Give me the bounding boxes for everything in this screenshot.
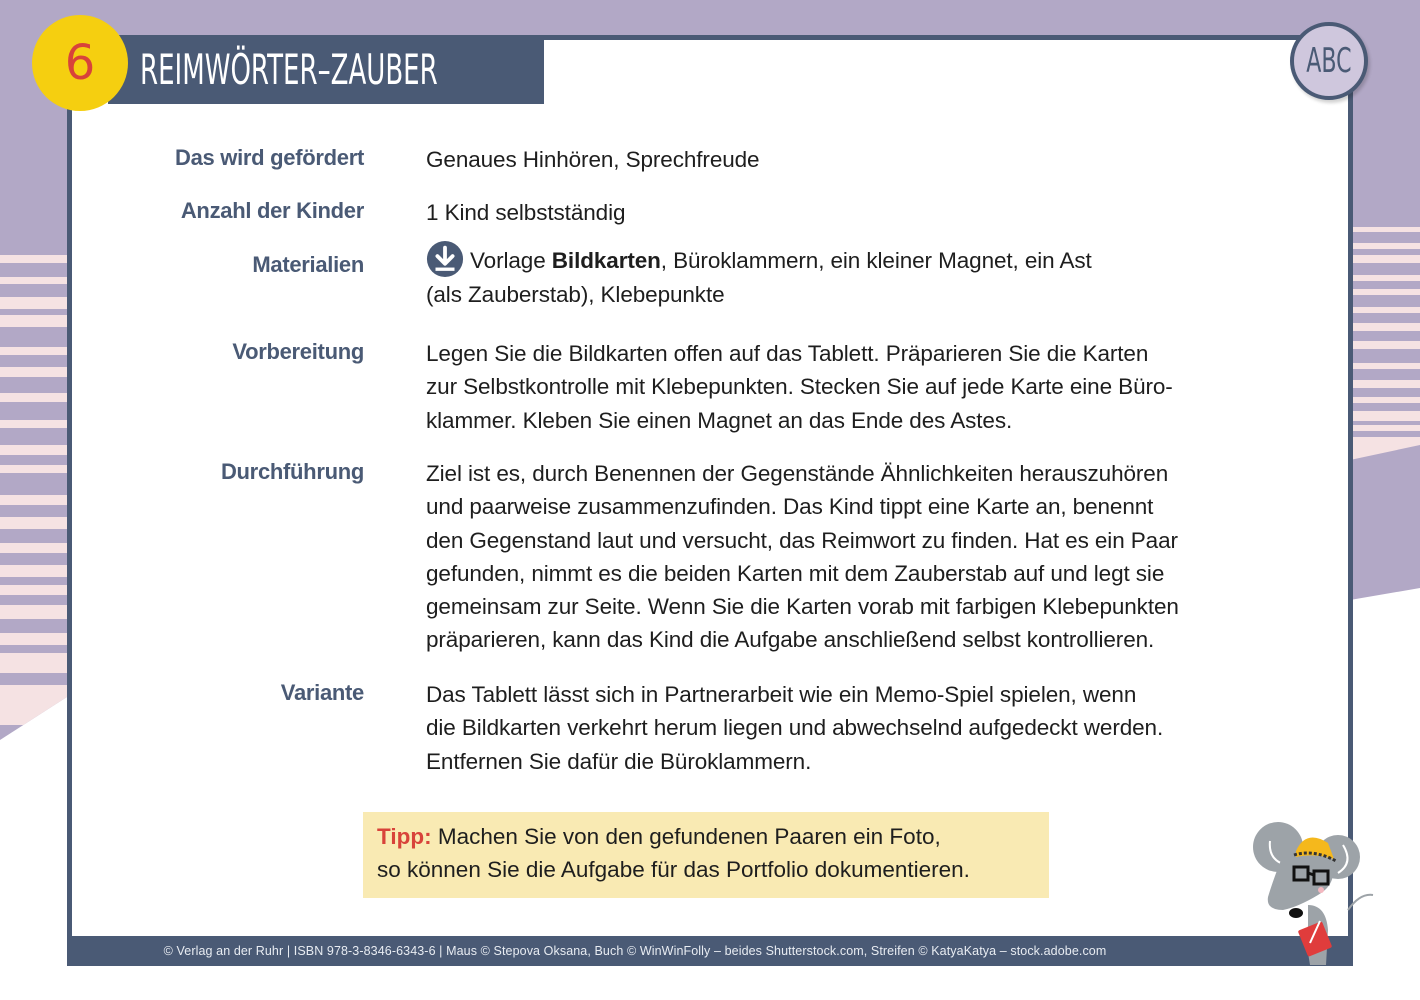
category-badge [1290,22,1368,100]
row-label: Materialien [252,252,364,277]
text-line: gefunden, nimmt es die beiden Karten mit dem Zauberstab auf und legt sie [426,560,1165,586]
materials-line2: (als Zauberstab), Klebepunkte [426,282,725,307]
footer-credits [67,936,1353,966]
activity-number-badge [32,15,128,111]
decorative-stripes-left [0,255,70,745]
decorative-stripes-right [1350,225,1420,465]
tip-line1: Machen Sie von den gefundenen Paaren ein Foto, [437,824,941,849]
row-label: Anzahl der Kinder [180,198,364,223]
title-bar [108,35,544,104]
row-value [426,240,1276,311]
row-label: Durchführung [220,459,364,484]
row-label: Das wird gefördert [175,145,364,170]
row-label: Variante [280,680,364,705]
text-line: Entfernen Sie dafür die Büroklammern. [426,748,812,774]
tip-box [363,812,1049,898]
download-icon[interactable] [426,240,464,278]
text-line: zur Selbstkontrolle mit Klebepunkten. Stecken Sie auf jede Karte eine Büro- [426,374,1173,400]
text-line: Ziel ist es, durch Benennen der Gegenstände Ähnlichkeiten herauszuhören [426,461,1169,486]
materials-bold: Bildkarten [551,248,661,273]
text-line: präparieren, kann das Kind die Aufgabe anschließend selbst kontrollieren. [426,627,1155,653]
background-top-band [0,0,1420,36]
tip-line2: so können Sie die Aufgabe für das Portfolio dokumentieren. [377,857,970,882]
footer-text: © Verlag an der Ruhr | ISBN 978-3-8346-6343-6 | Maus © Stepova Oksana, Buch © WinWinFolly – beides Shutterstock.com, Streifen © KatyaKatya – stock.adobe.com [163,944,1107,958]
materials-prefix: Vorlage [470,248,552,273]
activity-number: 6 [64,35,96,91]
text-line: den Gegenstand laut und versucht, das Reimwort zu finden. Hat es ein Paar [426,527,1178,553]
row-label: Vorbereitung [232,339,364,364]
text-line: Legen Sie die Bildkarten offen auf das Tablett. Präparieren Sie die Karten [426,341,1149,366]
mouse-illustration [1248,815,1378,970]
text-line: gemeinsam zur Seite. Wenn Sie die Karten vorab mit farbigen Klebepunkten [426,594,1179,620]
text-line: die Bildkarten verkehrt herum liegen und abwechselnd aufgedeckt werden. [426,715,1164,741]
row-value [426,337,1276,437]
category-badge-label: ABC [1306,41,1352,81]
row-value [426,678,1276,778]
text-line: und paarweise zusammenzufinden. Das Kind tippt eine Karte an, benennt [426,494,1154,520]
materials-line1: , Büroklammern, ein kleiner Magnet, ein Ast [660,248,1092,273]
page-title: REIMWÖRTER–ZAUBER [140,45,438,94]
text-line: klammer. Kleben Sie einen Magnet an das Ende des Astes. [426,407,1013,433]
row-value [426,457,1276,657]
text-line: Das Tablett lässt sich in Partnerarbeit wie ein Memo-Spiel spielen, wenn [426,682,1137,707]
row-value: 1 Kind selbstständig [426,200,626,225]
tip-label: Tipp: [377,824,432,849]
row-value: Genaues Hinhören, Sprechfreude [426,147,760,172]
